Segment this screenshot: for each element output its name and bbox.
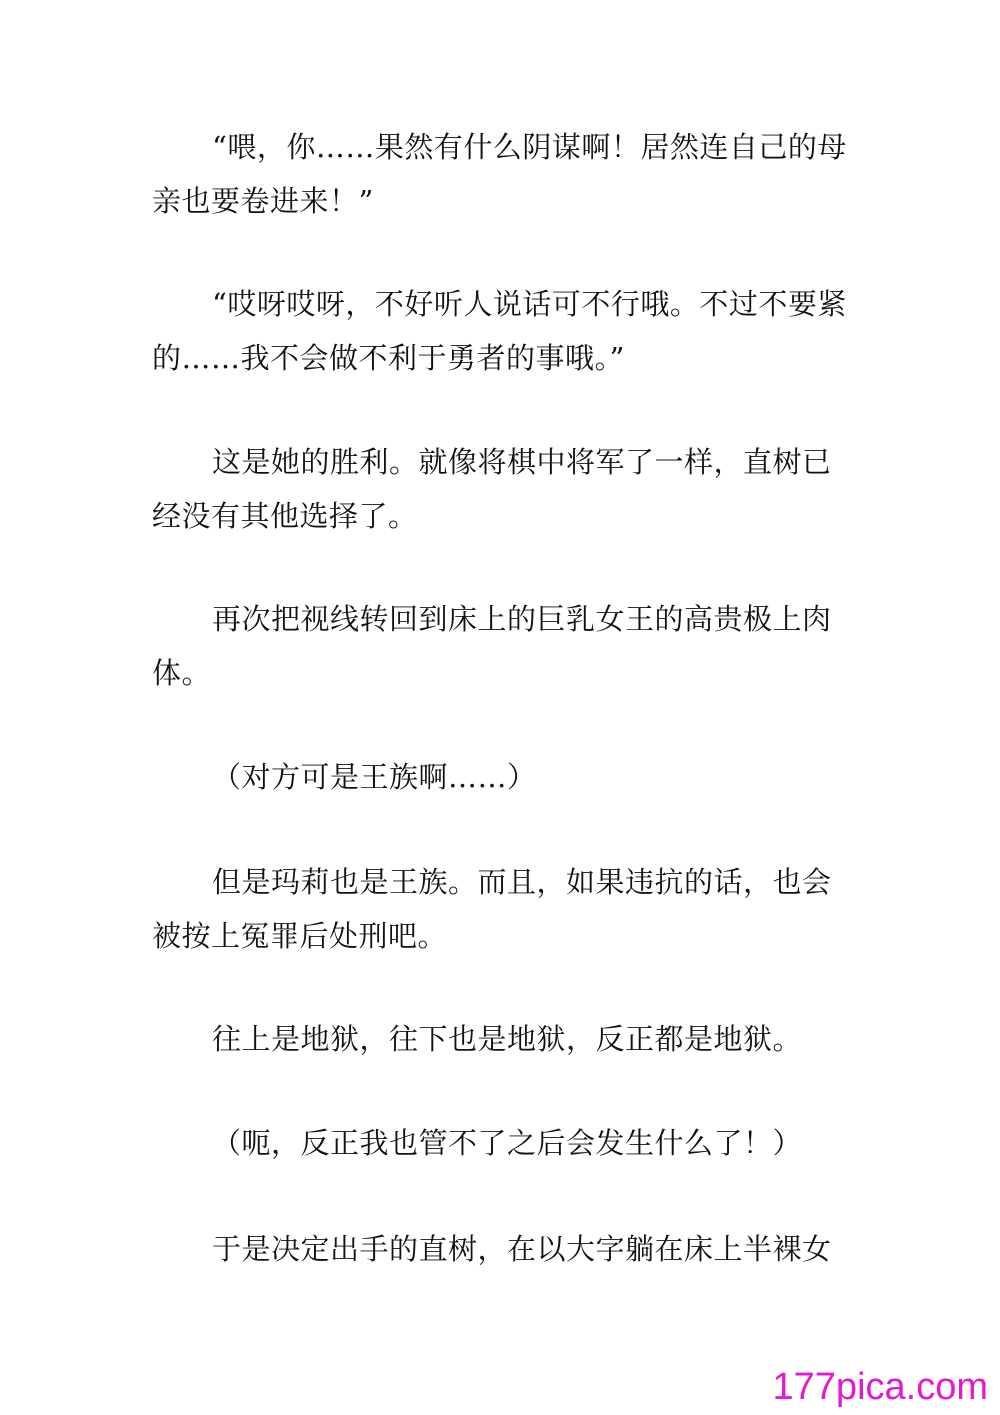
paragraph-9: 于是决定出手的直树，在以大字躺在床上半裸女 — [212, 1232, 832, 1266]
paragraph-8: （呃，反正我也管不了之后会发生什么了！） — [212, 1126, 803, 1160]
watermark: 177pica.com — [772, 1366, 988, 1408]
paragraph-7: 往上是地狱，往下也是地狱，反正都是地狱。 — [212, 1022, 803, 1056]
paragraph-2: “哎呀哎呀，不好听人说话可不行哦。不过不要紧的……我不会做不利于勇者的事哦。” — [152, 287, 847, 375]
paragraph-5: （对方可是王族啊……） — [212, 760, 537, 794]
paragraph-6: 但是玛莉也是王族。而且，如果违抗的话，也会被按上冤罪后处刑吧。 — [152, 865, 832, 953]
paragraph-4: 再次把视线转回到床上的巨乳女王的高贵极上肉体。 — [152, 602, 832, 690]
paragraph-1: “喂，你……果然有什么阴谋啊！居然连自己的母亲也要卷进来！” — [152, 130, 847, 218]
paragraph-3: 这是她的胜利。就像将棋中将军了一样，直树已经没有其他选择了。 — [152, 445, 832, 533]
